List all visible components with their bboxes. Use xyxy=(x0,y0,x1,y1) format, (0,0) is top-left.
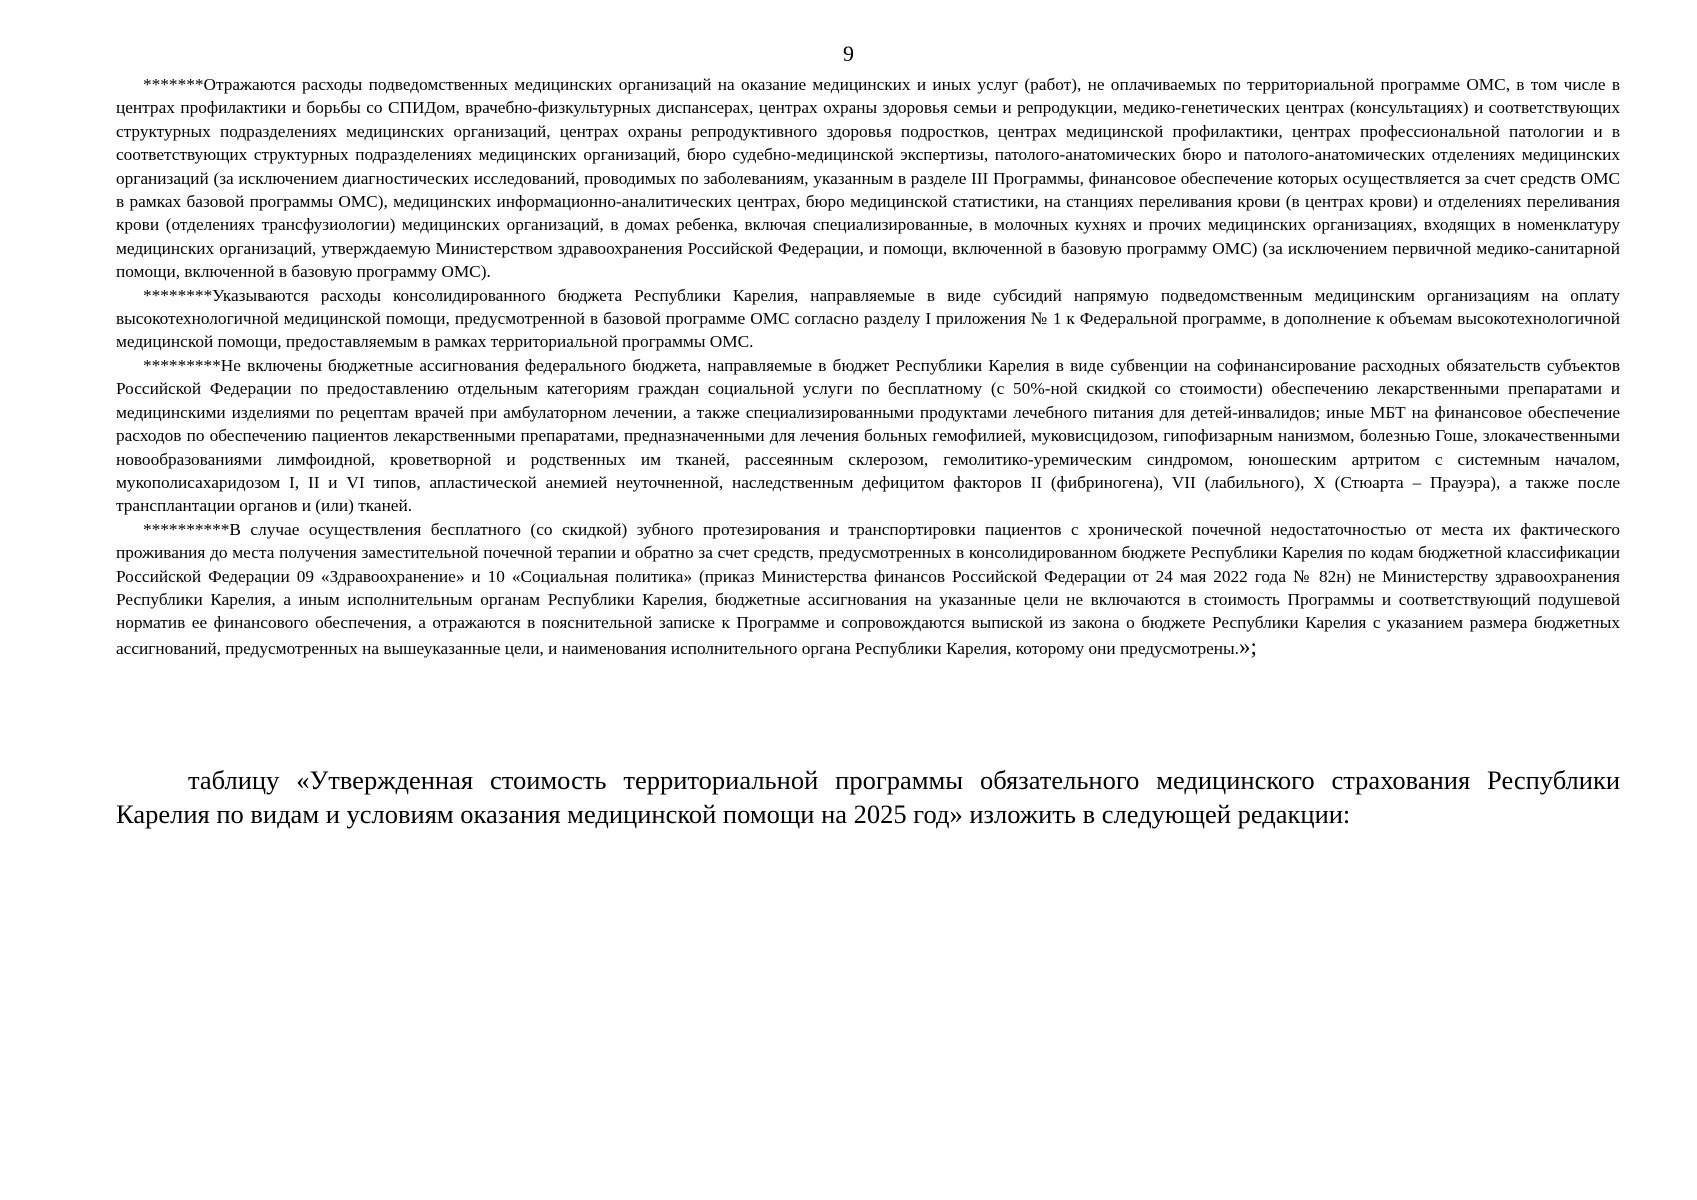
footnote-text: *********Не включены бюджетные ассигнования федерального бюджета, направляемые в бюджет Республики Карелия в виде субвенции на софинансирование расходных обязательств субъектов Российской Федерации по предоставлению отдельным категориям граждан социальной услуги по бесплатному (с 50%-ной скидкой со стоимости) обеспечению лекарственными препаратами и медицинскими изделиями по рецептам врачей при амбулаторном лечении, а также специализированными продуктами лечебного питания для детей-инвалидов; иные МБТ на финансовое обеспечение расходов по обеспечению пациентов лекарственными препаратами, предназначенными для лечения больных гемофилией, муковисцидозом, гипофизарным нанизмом, болезнью Гоше, злокачественными новообразованиями лимфоидной, кроветворной и родственных им тканей, рассеянным склерозом, гемолитико-уремическим синдромом, юношеским артритом с системным началом, мукополисахаридозом I, II и VI типов, апластической анемией неуточненной, наследственным дефицитом факторов II (фибриногена), VII (лабильного), X (Стюарта – Прауэра), а также после трансплантации органов и (или) тканей. xyxy=(116,355,1620,516)
footnote-7-stars xyxy=(116,73,1620,284)
footnote-text: *******Отражаются расходы подведомственных медицинских организаций на оказание медицинских и иных услуг (работ), не оплачиваемых по территориальной программе ОМС, в том числе в центрах профилактики и борьбы со СПИДом, врачебно-физкультурных диспансерах, центрах охраны здоровья семьи и репродукции, медико-генетических центрах (консультациях) и соответствующих структурных подразделениях медицинских организаций, центрах охраны репродуктивного здоровья подростков, центрах медицинской профилактики, центрах профессиональной патологии и в соответствующих структурных подразделениях медицинских организаций, бюро судебно-медицинской экспертизы, патолого-анатомических бюро и патолого-анатомических отделениях медицинских организаций (за исключением диагностических исследований, проводимых по заболеваниям, указанным в разделе III Программы, финансовое обеспечение которых осуществляется за счет средств ОМС в рамках базовой программы ОМС), медицинских информационно-аналитических центрах, бюро медицинской статистики, на станциях переливания крови (в центрах крови) и отделениях переливания крови (отделениях трансфузиологии) медицинских организаций, в домах ребенка, включая специализированные, в молочных кухнях и прочих медицинских организациях, входящих в номенклатуру медицинских организаций, утверждаемую Министерством здравоохранения Российской Федерации, и помощи, включенной в базовую программу ОМС) (за исключением первичной медико-санитарной помощи, включенной в базовую программу ОМС). xyxy=(116,75,1620,282)
footnotes-section xyxy=(116,73,1620,660)
footnote-9-stars xyxy=(116,354,1620,518)
amendment-paragraph: таблицу «Утвержденная стоимость территориальной программы обязательного медицинского страхования Республики Карелия по видам и условиям оказания медицинской помощи на 2025 год» изложить в следующей редакции: xyxy=(116,765,1620,829)
page-number: 9 xyxy=(843,41,854,66)
footnote-8-stars xyxy=(116,284,1620,354)
footnote-text: ********Указываются расходы консолидированного бюджета Республики Карелия, направляемые в виде субсидий напрямую подведомственным медицинским организациям на оплату высокотехнологичной медицинской помощи, предусмотренной в базовой программе ОМС согласно разделу I приложения № 1 к Федеральной программе, в дополнение к объемам высокотехнологичной медицинской помощи, предоставляемым в рамках территориальной программы ОМС. xyxy=(116,285,1620,352)
closing-quote: »; xyxy=(1238,633,1257,659)
footnote-10-stars xyxy=(116,518,1620,660)
amendment-section xyxy=(116,764,1620,831)
footnote-text: **********В случае осуществления бесплатного (со скидкой) зубного протезирования и транспортировки пациентов с хронической почечной недостаточностью от места их фактического проживания до места получения заместительной почечной терапии и обратно за счет средств, предусмотренных в консолидированном бюджете Республики Карелия по кодам бюджетной классификации Российской Федерации 09 «Здравоохранение» и 10 «Социальная политика» (приказ Министерства финансов Российской Федерации от 24 мая 2022 года № 82н) не Министерству здравоохранения Республики Карелия, а иным исполнительным органам Республики Карелия, бюджетные ассигнования на указанные цели не включаются в стоимость Программы и соответствующий подушевой норматив ее финансового обеспечения, а отражаются в пояснительной записке к Программе и сопровождаются выпиской из закона о бюджете Республики Карелия с указанием размера бюджетных ассигнований, предусмотренных на вышеуказанные цели, и наименования исполнительного органа Республики Карелия, которому они предусмотрены. xyxy=(116,519,1620,658)
